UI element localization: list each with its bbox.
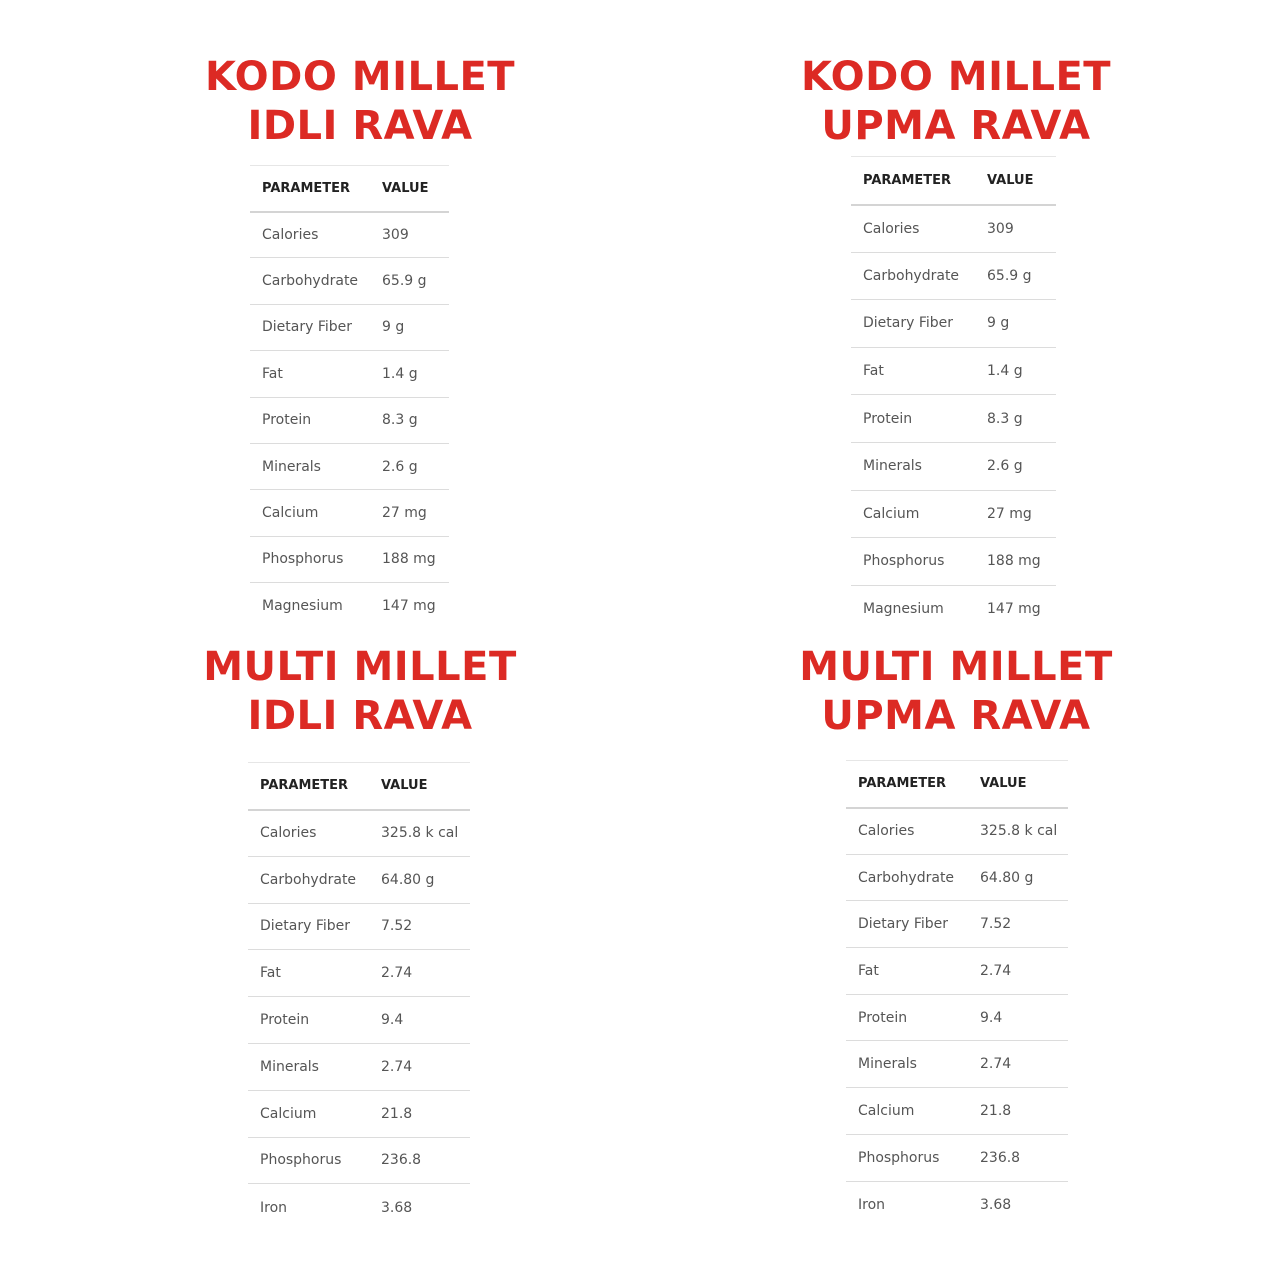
parameter-cell: Calcium — [846, 1088, 968, 1135]
parameter-cell: Calories — [250, 212, 370, 258]
value-cell: 236.8 — [968, 1134, 1068, 1181]
value-cell: 21.8 — [369, 1090, 470, 1137]
parameter-cell: Fat — [846, 948, 968, 995]
table-row — [248, 950, 470, 997]
table-row — [250, 536, 449, 582]
header-parameter: PARAMETER — [248, 763, 369, 810]
nutrition-table — [248, 762, 470, 1231]
header-value: VALUE — [370, 166, 449, 212]
value-cell: 147 mg — [987, 601, 1041, 618]
parameter-cell: Iron — [858, 1196, 886, 1213]
panel-title-line2: UPMA RAVA — [821, 103, 1091, 149]
table-row — [851, 490, 1056, 538]
value-cell: 1.4 g — [975, 347, 1056, 395]
nutrition-table — [250, 165, 449, 629]
value-cell: 309 — [975, 205, 1056, 253]
header-parameter: PARAMETER — [851, 157, 975, 205]
table-row — [846, 1134, 1068, 1181]
parameter-cell: Protein — [851, 395, 975, 443]
table-row — [851, 347, 1056, 395]
panel-title-line1: MULTI MILLET — [203, 644, 517, 690]
parameter-cell: Dietary Fiber — [846, 901, 968, 948]
table-row — [250, 397, 449, 443]
panel-title — [160, 643, 560, 741]
table-header-row — [846, 761, 1068, 808]
table-row — [846, 1181, 1068, 1228]
parameter-cell: Phosphorus — [851, 538, 975, 586]
parameter-cell: Phosphorus — [250, 536, 370, 582]
parameter-cell: Carbohydrate — [248, 856, 369, 903]
value-cell: 188 mg — [370, 536, 449, 582]
parameter-cell: Minerals — [250, 443, 370, 489]
table-row — [250, 583, 449, 629]
table-row — [250, 212, 449, 258]
value-cell: 64.80 g — [369, 856, 470, 903]
table-header-row — [248, 763, 470, 810]
parameter-cell: Iron — [260, 1199, 288, 1216]
value-cell: 9 g — [975, 300, 1056, 348]
table-row — [851, 252, 1056, 300]
parameter-cell: Calories — [846, 808, 968, 855]
parameter-cell: Minerals — [851, 442, 975, 490]
parameter-cell: Dietary Fiber — [250, 304, 370, 350]
parameter-cell: Phosphorus — [248, 1137, 369, 1184]
panel-title-line1: MULTI MILLET — [799, 644, 1113, 690]
table-row — [248, 1184, 470, 1231]
nutrition-table — [851, 156, 1056, 633]
table-row — [248, 997, 470, 1044]
table-row — [846, 994, 1068, 1041]
table-row — [846, 1088, 1068, 1135]
table-row — [851, 300, 1056, 348]
value-cell: 2.74 — [369, 950, 470, 997]
value-cell: 3.68 — [381, 1199, 413, 1216]
table-row — [248, 1137, 470, 1184]
value-cell: 9 g — [370, 304, 449, 350]
panel-title-line2: IDLI RAVA — [247, 693, 473, 739]
table-row — [248, 903, 470, 950]
value-cell: 9.4 — [968, 994, 1068, 1041]
header-parameter: PARAMETER — [846, 761, 968, 808]
table-row — [846, 808, 1068, 855]
parameter-cell: Fat — [250, 351, 370, 397]
table-row — [846, 901, 1068, 948]
value-cell: 64.80 g — [968, 854, 1068, 901]
parameter-cell: Carbohydrate — [250, 258, 370, 304]
table-row — [851, 442, 1056, 490]
table-row — [846, 948, 1068, 995]
parameter-cell: Fat — [248, 950, 369, 997]
parameter-cell: Protein — [846, 994, 968, 1041]
value-cell: 27 mg — [975, 490, 1056, 538]
table-row — [851, 205, 1056, 253]
value-cell: 3.68 — [980, 1196, 1012, 1213]
table-row — [851, 585, 1056, 633]
table-row — [851, 395, 1056, 443]
value-cell: 2.6 g — [975, 442, 1056, 490]
parameter-cell: Phosphorus — [846, 1134, 968, 1181]
table-row — [250, 258, 449, 304]
table-header-row — [851, 157, 1056, 205]
value-cell: 2.74 — [968, 948, 1068, 995]
table-row — [248, 810, 470, 857]
table-row — [846, 1041, 1068, 1088]
value-cell: 8.3 g — [370, 397, 449, 443]
parameter-cell: Carbohydrate — [851, 252, 975, 300]
value-cell: 2.6 g — [370, 443, 449, 489]
parameter-cell: Dietary Fiber — [248, 903, 369, 950]
header-value: VALUE — [975, 157, 1056, 205]
panel-title — [756, 643, 1156, 741]
value-cell: 309 — [370, 212, 449, 258]
table-row — [846, 854, 1068, 901]
value-cell: 21.8 — [968, 1088, 1068, 1135]
value-cell: 2.74 — [968, 1041, 1068, 1088]
header-value: VALUE — [369, 763, 470, 810]
panel-title-line2: UPMA RAVA — [821, 693, 1091, 739]
parameter-cell: Calcium — [250, 490, 370, 536]
panel-title-line1: KODO MILLET — [204, 54, 516, 100]
nutrition-table — [846, 760, 1068, 1228]
parameter-cell: Minerals — [846, 1041, 968, 1088]
value-cell: 188 mg — [975, 538, 1056, 586]
header-value: VALUE — [968, 761, 1068, 808]
value-cell: 65.9 g — [370, 258, 449, 304]
parameter-cell: Carbohydrate — [846, 854, 968, 901]
value-cell: 236.8 — [369, 1137, 470, 1184]
value-cell: 7.52 — [968, 901, 1068, 948]
value-cell: 147 mg — [382, 598, 436, 615]
value-cell: 9.4 — [369, 997, 470, 1044]
value-cell: 1.4 g — [370, 351, 449, 397]
table-header-row — [250, 166, 449, 212]
parameter-cell: Calories — [248, 810, 369, 857]
table-row — [248, 856, 470, 903]
parameter-cell: Magnesium — [262, 598, 343, 615]
value-cell: 27 mg — [370, 490, 449, 536]
value-cell: 325.8 k cal — [369, 810, 470, 857]
table-row — [250, 351, 449, 397]
table-row — [250, 304, 449, 350]
value-cell: 7.52 — [369, 903, 470, 950]
table-row — [248, 1043, 470, 1090]
parameter-cell: Magnesium — [863, 601, 944, 618]
panel-title — [160, 53, 560, 151]
value-cell: 65.9 g — [975, 252, 1056, 300]
parameter-cell: Protein — [250, 397, 370, 443]
value-cell: 8.3 g — [975, 395, 1056, 443]
panel-title-line1: KODO MILLET — [800, 54, 1112, 100]
parameter-cell: Dietary Fiber — [851, 300, 975, 348]
table-row — [851, 538, 1056, 586]
table-row — [250, 490, 449, 536]
table-row — [248, 1090, 470, 1137]
panel-title-line2: IDLI RAVA — [247, 103, 473, 149]
value-cell: 325.8 k cal — [968, 808, 1068, 855]
table-row — [250, 443, 449, 489]
parameter-cell: Fat — [851, 347, 975, 395]
value-cell: 2.74 — [369, 1043, 470, 1090]
parameter-cell: Minerals — [248, 1043, 369, 1090]
parameter-cell: Calcium — [248, 1090, 369, 1137]
header-parameter: PARAMETER — [250, 166, 370, 212]
parameter-cell: Calories — [851, 205, 975, 253]
parameter-cell: Protein — [248, 997, 369, 1044]
parameter-cell: Calcium — [851, 490, 975, 538]
panel-title — [756, 53, 1156, 151]
